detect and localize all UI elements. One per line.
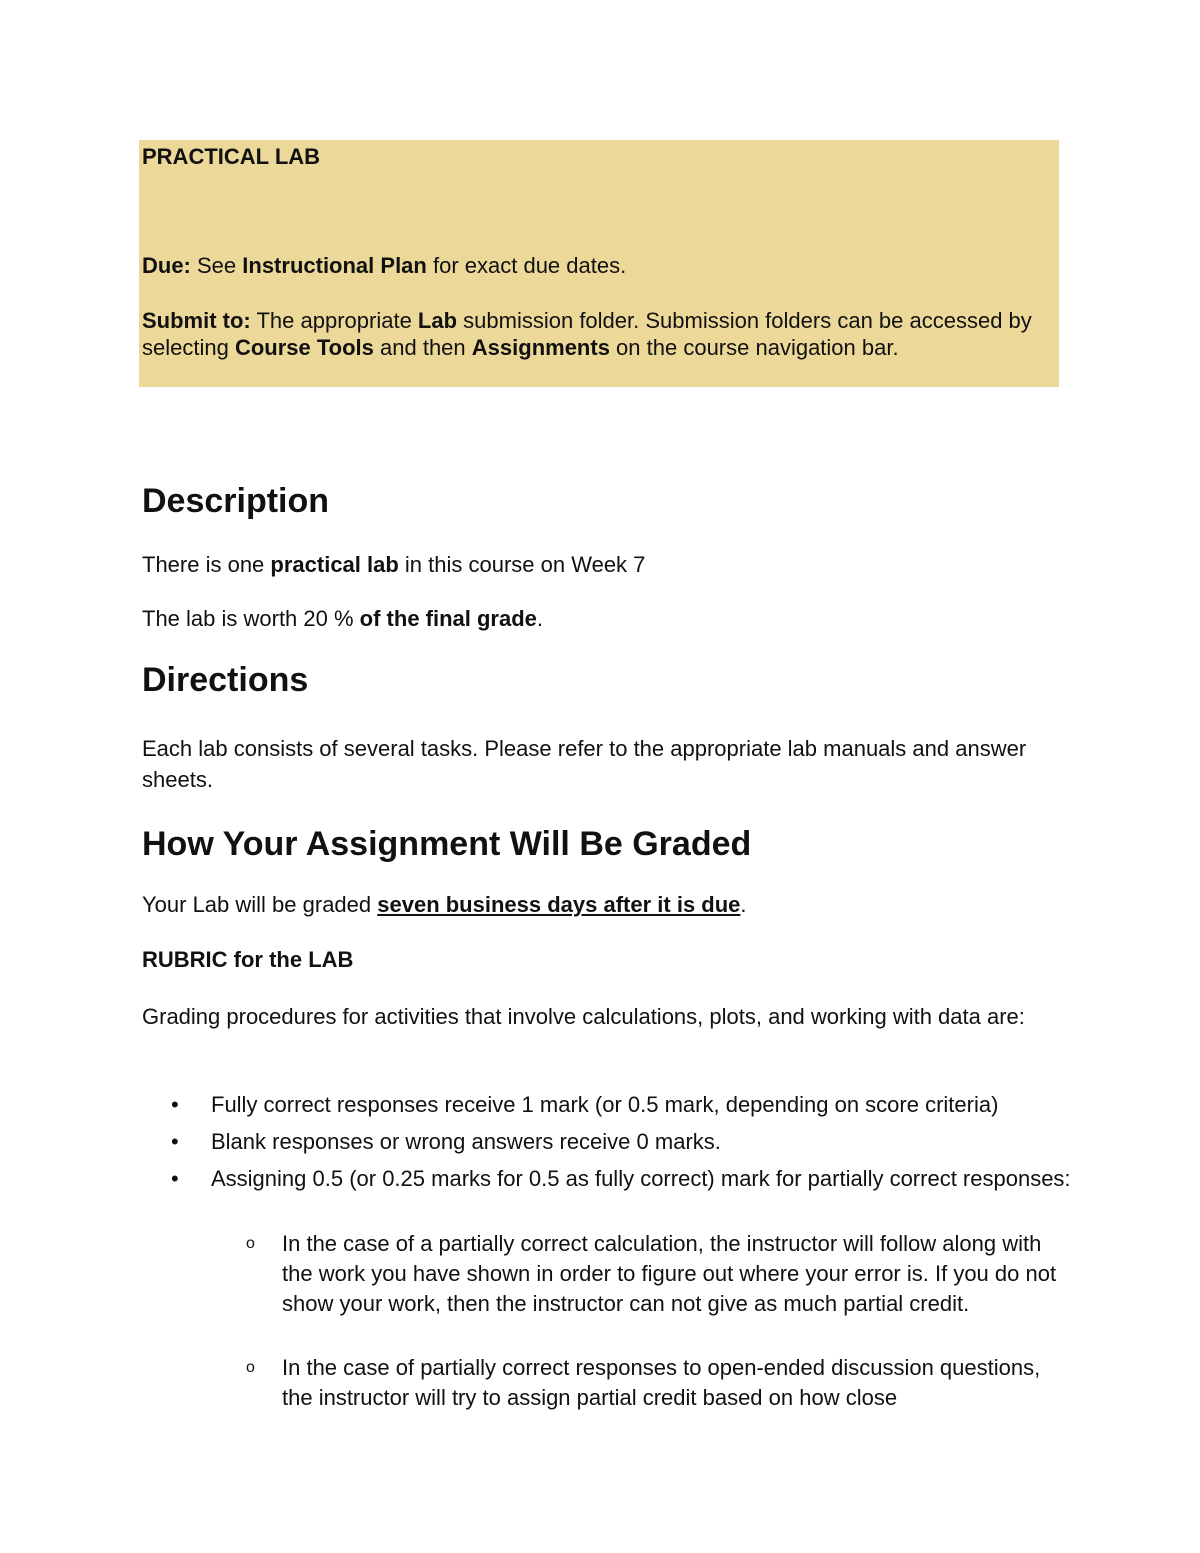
lab-text: Lab (417, 308, 458, 333)
desc-line1-post: in this course on Week 7 (398, 552, 646, 577)
submit-line (142, 307, 1052, 361)
grading-procedures-text: Grading procedures for activities that involve calculations, plots, and working with data are: (142, 1004, 1025, 1029)
submit-text-4: on the course navigation bar. (609, 335, 899, 360)
due-line (142, 252, 626, 279)
list-item: Fully correct responses receive 1 mark (or 0.5 mark, depending on score criteria) (211, 1092, 999, 1117)
due-post: for exact due dates. (426, 253, 627, 278)
final-grade-text: of the final grade (359, 606, 537, 631)
bullet-icon: • (171, 1092, 179, 1117)
grading-heading: How Your Assignment Will Be Graded (142, 825, 752, 863)
sub-bullet-icon: o (246, 1359, 255, 1376)
submit-label: Submit to: (142, 308, 251, 333)
list-item: Blank responses or wrong answers receive 0 marks. (211, 1129, 721, 1154)
course-tools-text: Course Tools (234, 335, 374, 360)
submit-text-1: The appropriate (250, 308, 418, 333)
sub-bullet-icon: o (246, 1235, 255, 1252)
grading-schedule-line (142, 891, 747, 918)
practical-lab-text: practical lab (270, 552, 399, 577)
sub-list-item: In the case of a partially correct calculation, the instructor will follow along with the work you have shown in order to figure out where your error is. If you do not show your work, then the instructor can not give as much partial credit. (282, 1231, 1057, 1316)
desc-line2-pre: The lab is worth 20 % (142, 606, 360, 631)
grading-deadline-text: seven business days after it is due (377, 892, 741, 917)
desc-line2-post: . (536, 606, 544, 631)
desc-line1-pre: There is one (142, 552, 271, 577)
grading-line-post: . (740, 892, 747, 917)
description-line-2 (142, 605, 543, 632)
grading-line-pre: Your Lab will be graded (142, 892, 378, 917)
banner-title: PRACTICAL LAB (142, 144, 321, 169)
instructional-plan-text: Instructional Plan (242, 253, 427, 278)
description-line-1 (142, 551, 645, 578)
directions-text: Each lab consists of several tasks. Please refer to the appropriate lab manuals and answer sheets. (142, 736, 1027, 792)
due-label: Due: (142, 253, 191, 278)
rubric-title: RUBRIC for the LAB (142, 947, 354, 972)
assignments-text: Assignments (471, 335, 610, 360)
directions-heading: Directions (142, 661, 309, 699)
list-item: Assigning 0.5 (or 0.25 marks for 0.5 as fully correct) mark for partially correct responses: (211, 1166, 1071, 1191)
bullet-icon: • (171, 1166, 179, 1191)
submit-text-3: and then (373, 335, 472, 360)
due-pre: See (190, 253, 243, 278)
sub-list-item: In the case of partially correct responses to open-ended discussion questions, the instructor will try to assign partial credit based on how close (282, 1355, 1041, 1410)
description-heading: Description (142, 482, 330, 520)
bullet-icon: • (171, 1129, 179, 1154)
submit-text-2: submission folder. Submission folders can be accessed by selecting (142, 308, 1032, 360)
